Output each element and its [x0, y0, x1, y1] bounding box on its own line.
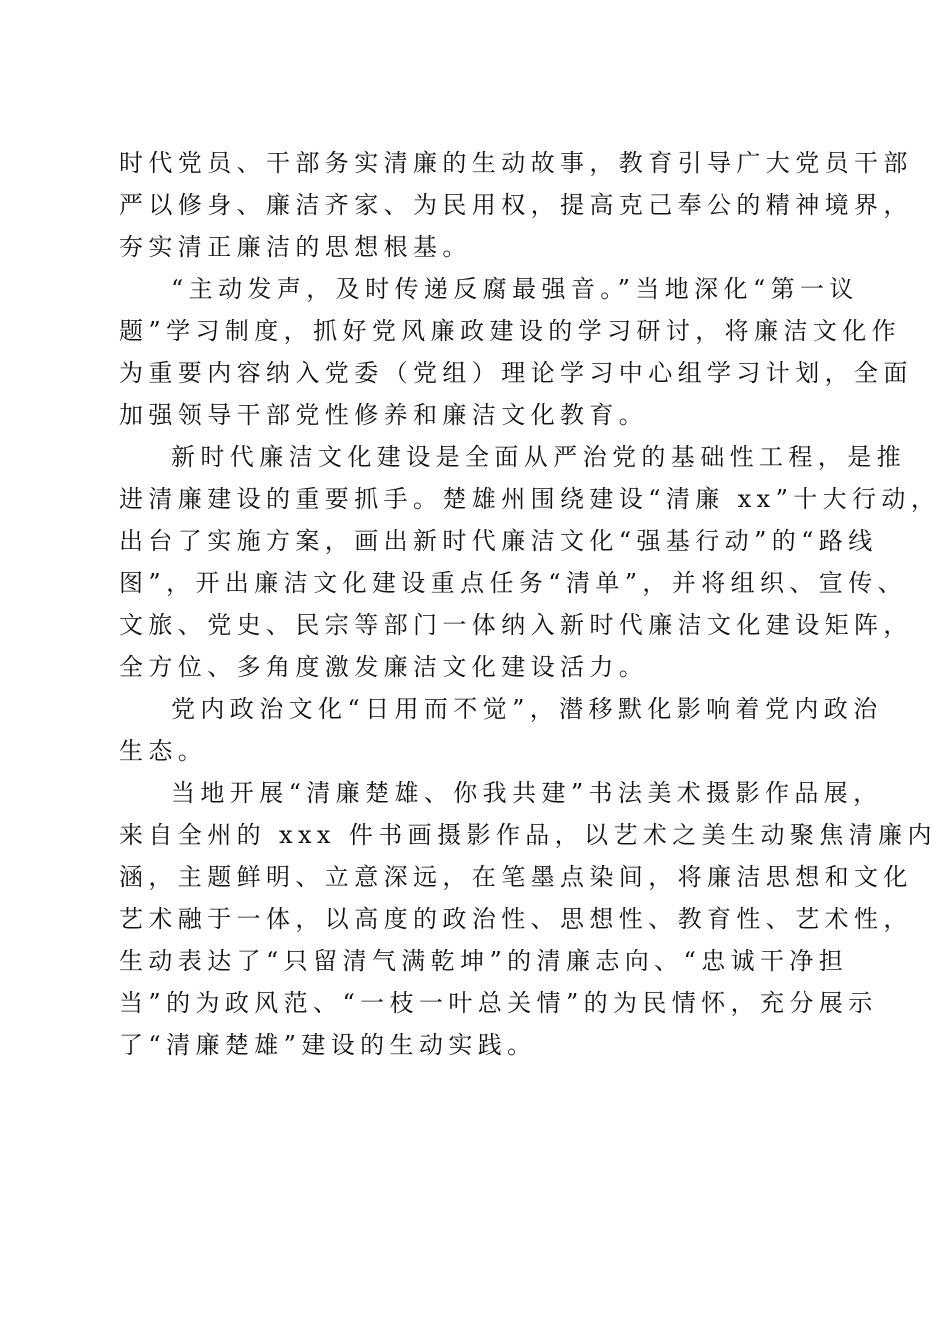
- paragraph-first-line: 新时代廉洁文化建设是全面从严治党的基础性工程，是推: [171, 443, 906, 471]
- paragraph-first-line: “主动发声，及时传递反腐最强音。”当地深化“第一议: [171, 275, 859, 303]
- text-line: 夯实清正廉洁的思想根基。: [119, 233, 472, 261]
- text-line: 图”，开出廉洁文化建设重点任务“清单”，并将组织、宣传、: [119, 569, 908, 597]
- text-line: 进清廉建设的重要抓手。楚雄州围绕建设“清廉 xx”十大行动，: [119, 485, 941, 513]
- text-line: 加强领导干部党性修养和廉洁文化教育。: [119, 401, 649, 429]
- text-line: 了“清廉楚雄”建设的生动实践。: [119, 1031, 537, 1059]
- text-line: 当”的为政风范、“一枝一叶总关情”的为民情怀，充分展示: [119, 989, 878, 1017]
- text-line: 文旅、党史、民宗等部门一体纳入新时代廉洁文化建设矩阵，: [119, 611, 913, 639]
- text-line: 严以修身、廉洁齐家、为民用权，提高克己奉公的精神境界，: [119, 191, 913, 219]
- text-line: 出台了实施方案，画出新时代廉洁文化“强基行动”的“路线: [119, 527, 878, 555]
- text-line: 为重要内容纳入党委（党组）理论学习中心组学习计划，全面: [119, 359, 913, 387]
- paragraph-first-line: 党内政治文化“日用而不觉”，潜移默化影响着党内政治: [171, 695, 883, 723]
- text-line: 艺术融于一体，以高度的政治性、思想性、教育性、艺术性，: [119, 905, 913, 933]
- text-line: 题”学习制度，抓好党风廉政建设的学习研讨，将廉洁文化作: [119, 317, 902, 345]
- text-line: 时代党员、干部务实清廉的生动故事，教育引导广大党员干部: [119, 149, 913, 177]
- text-line: 来自全州的 xxx 件书画摄影作品，以艺术之美生动聚焦清廉内: [119, 821, 937, 849]
- document-body: [119, 142, 941, 1066]
- text-line: 全方位、多角度激发廉洁文化建设活力。: [119, 653, 649, 681]
- text-line: 生动表达了“只留清气满乾坤”的清廉志向、“忠诚干净担: [119, 947, 849, 975]
- text-line: 生态。: [119, 737, 208, 765]
- paragraph-first-line: 当地开展“清廉楚雄、你我共建”书法美术摄影作品展，: [171, 779, 883, 807]
- text-line: 涵，主题鲜明、立意深远，在笔墨点染间，将廉洁思想和文化: [119, 863, 913, 891]
